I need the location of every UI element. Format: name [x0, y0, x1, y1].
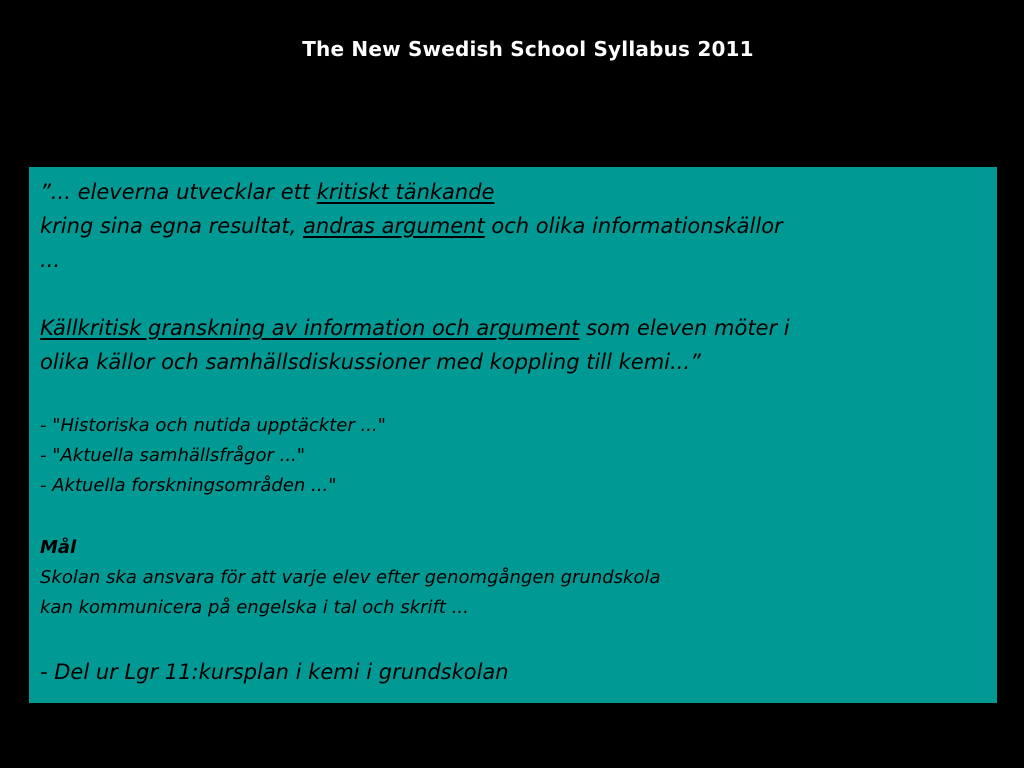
- source-criticism-underlined: Källkritisk granskning av information och argument: [40, 316, 580, 340]
- slide-title: The New Swedish School Syllabus 2011: [302, 37, 754, 61]
- quote-line-2: [40, 209, 987, 243]
- goal-line-2: kan kommunicera på engelska i tal och skrift ...: [40, 597, 469, 618]
- quote-line-1: [40, 175, 987, 209]
- list-item-1: - "Historiska och nutida upptäckter ...": [40, 415, 386, 436]
- quote-line-2-suffix: och olika informationskällor: [484, 214, 783, 238]
- spacer: [40, 277, 987, 311]
- source-citation: - Del ur Lgr 11:kursplan i kemi i grundskolan: [40, 660, 509, 684]
- quote-line-1-prefix: ”... eleverna utvecklar ett: [40, 180, 317, 204]
- critical-thinking-underlined: kritiskt tänkande: [316, 180, 495, 204]
- goal-heading: Mål: [40, 537, 77, 558]
- goal-line-1: Skolan ska ansvara för att varje elev efter genomgången grundskola: [40, 567, 661, 588]
- quote-line-4: [40, 311, 987, 345]
- spacer: [40, 501, 987, 533]
- content-box: [29, 167, 997, 703]
- list-item-2: - "Aktuella samhällsfrågor ...": [40, 445, 306, 466]
- others-arguments-underlined: andras argument: [303, 214, 485, 238]
- quote-line-4-suffix: som eleven möter i: [579, 316, 790, 340]
- list-item-3: - Aktuella forskningsområden ...": [40, 475, 337, 496]
- quote-line-2-prefix: kring sina egna resultat,: [40, 214, 304, 238]
- quote-line-3: ...: [40, 248, 61, 272]
- quote-line-5: olika källor och samhällsdiskussioner med koppling till kemi...”: [40, 350, 701, 374]
- spacer: [40, 623, 987, 655]
- spacer: [40, 379, 987, 411]
